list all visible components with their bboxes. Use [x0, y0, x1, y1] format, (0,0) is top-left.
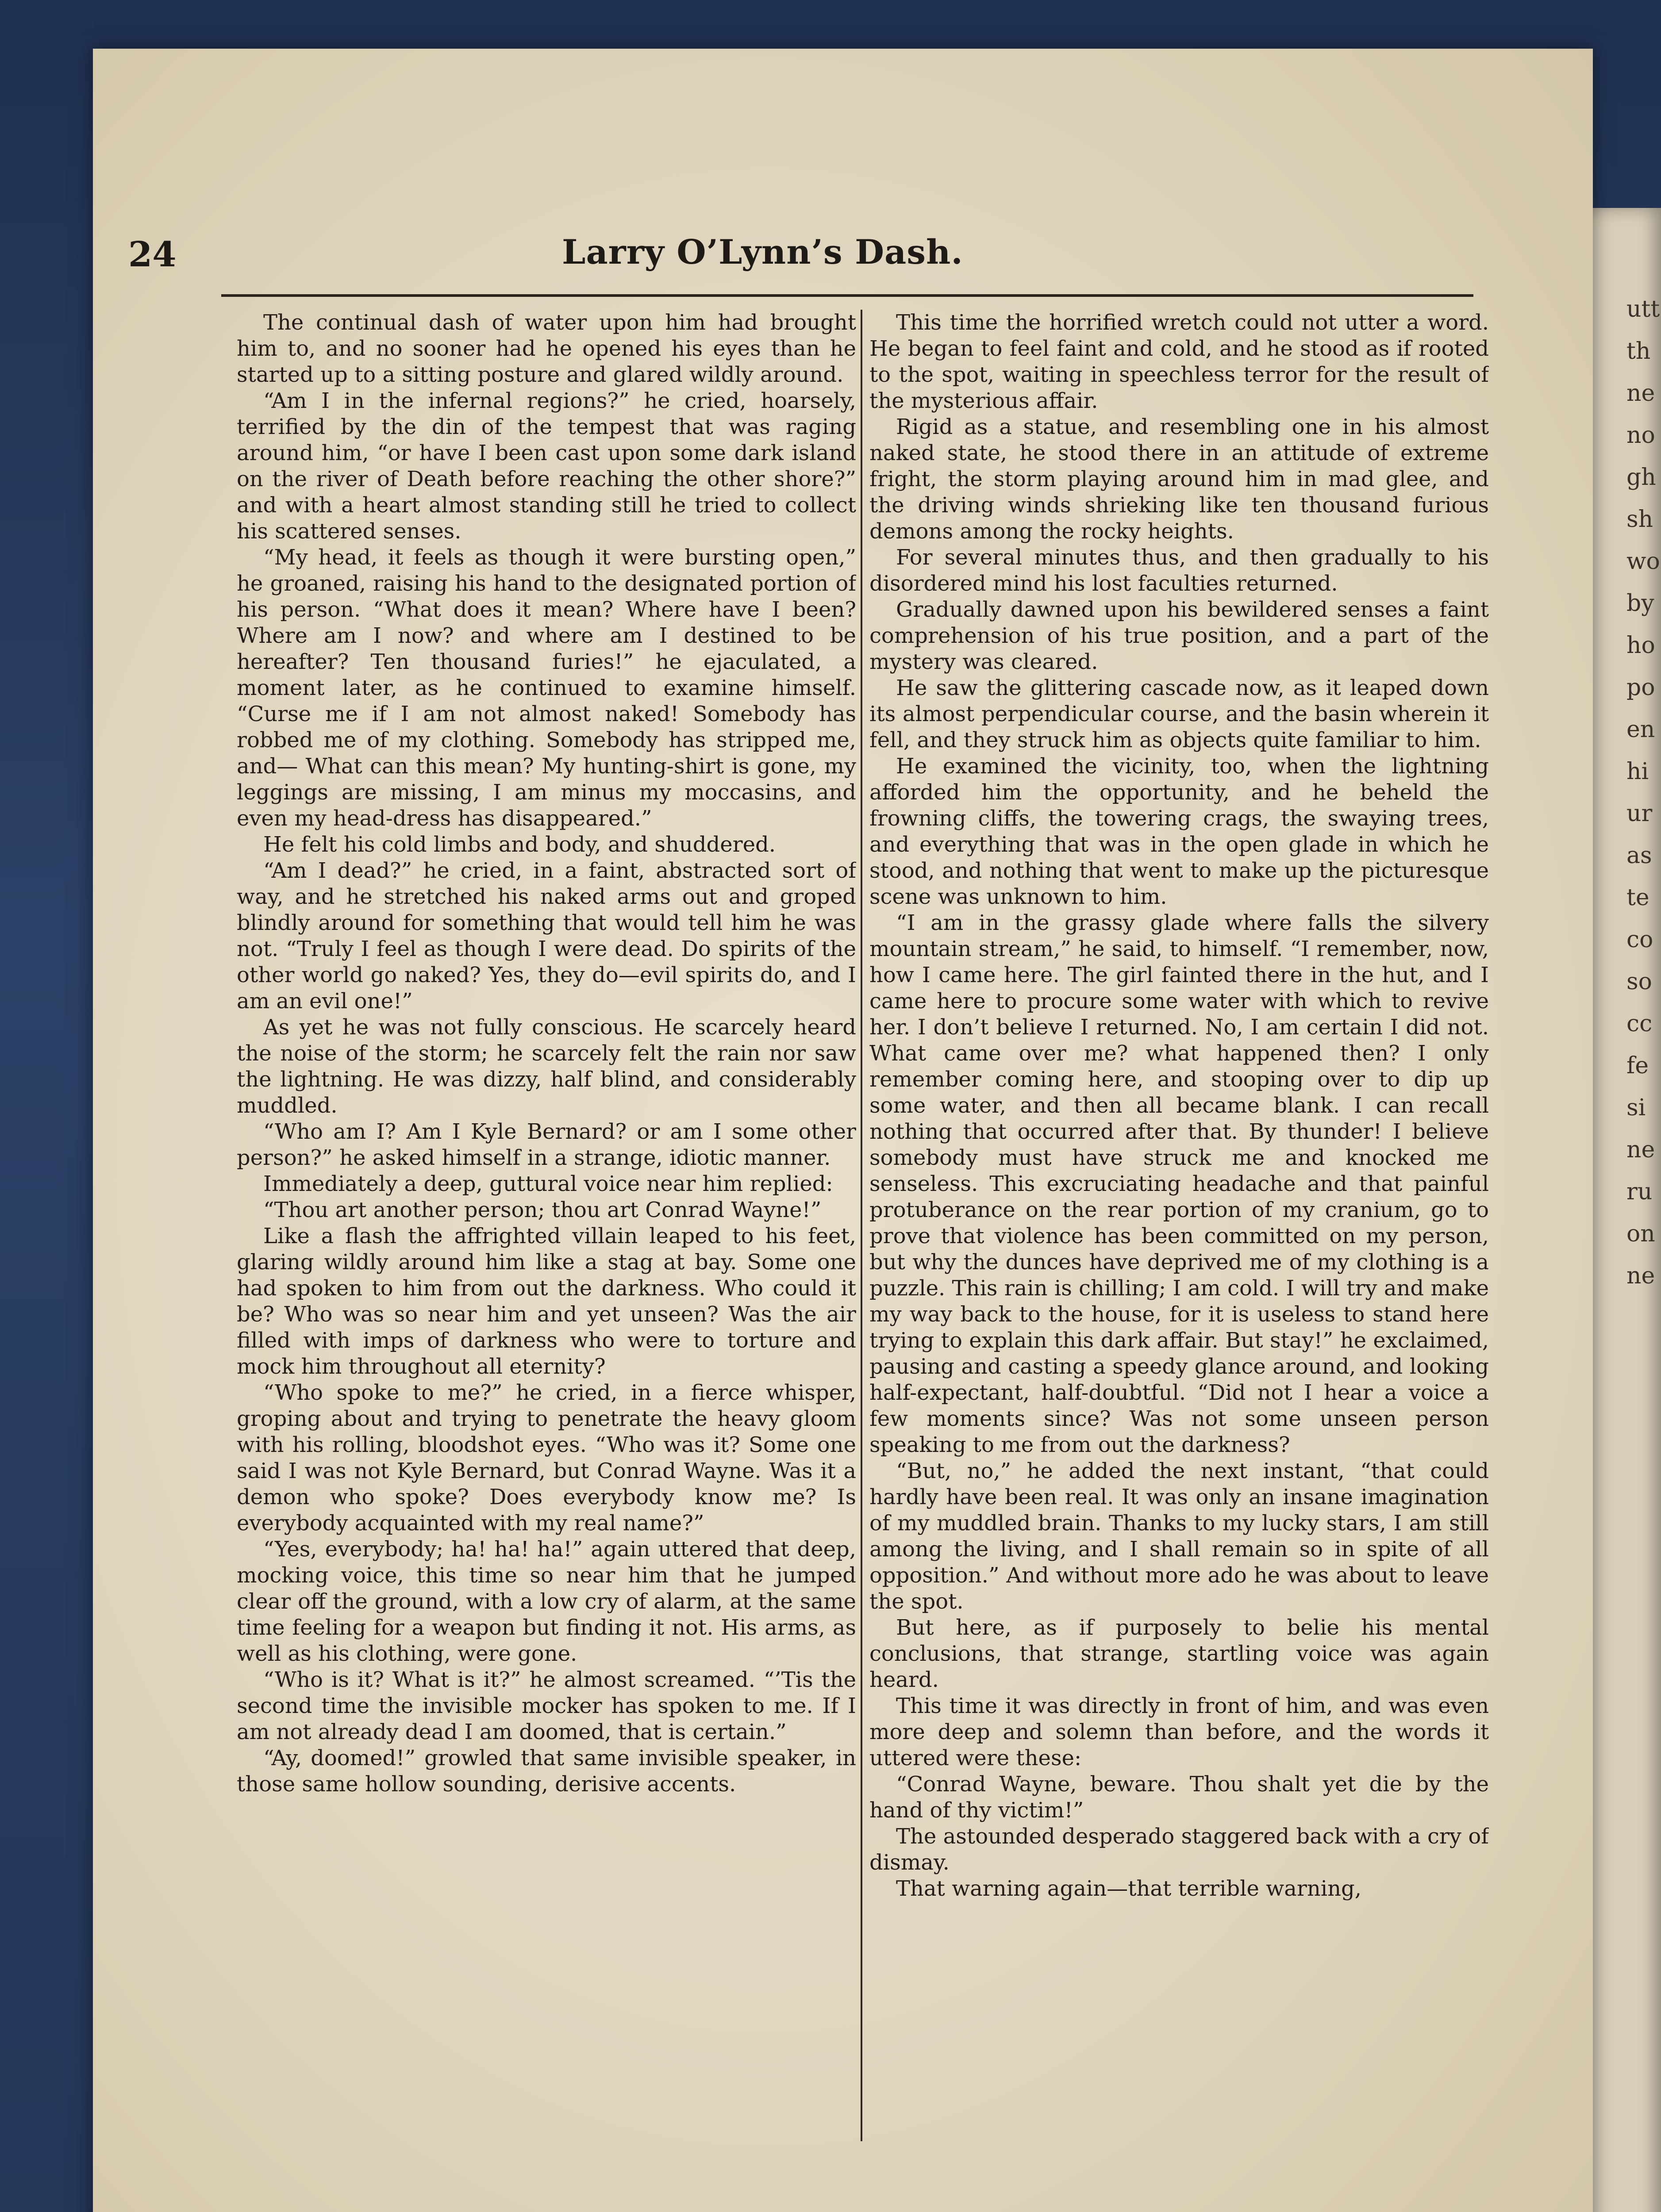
paragraph: “Who am I? Am I Kyle Bernard? or am I some other person?” he asked himself in a strange, idiotic manner.: [237, 1119, 856, 1170]
facing-page-fragment: co: [1626, 926, 1653, 953]
facing-page-fragment: wo: [1626, 548, 1660, 575]
facing-page-fragment: po: [1626, 674, 1655, 701]
paragraph: “Thou art another person; thou art Conrad Wayne!”: [263, 1198, 822, 1222]
paragraph: “Conrad Wayne, beware. Thou shalt yet die by the hand of thy victim!”: [869, 1772, 1489, 1823]
facing-page-fragment: utt: [1626, 296, 1660, 323]
facing-page-fragment: hi: [1626, 758, 1649, 785]
paragraph: Immediately a deep, guttural voice near him replied:: [263, 1171, 833, 1196]
facing-page-fragment: fe: [1626, 1052, 1649, 1079]
paragraph: “Who spoke to me?” he cried, in a fierce whisper, groping about and trying to penetrate the heavy gloom with his rolling, bloodshot eyes. “Who was it? Some one said I was not Kyle Bernard, but Conrad Wayne. Was it a demon who spoke? Does everybody know me? Is everybody acquainted with my real name?”: [237, 1380, 856, 1536]
paragraph: “Am I in the infernal regions?” he cried, hoarsely, terrified by the din of the tempest that was raging around him, “or have I been cast upon some dark island on the river of Death before reaching the other shore?” and with a heart almost standing still he tried to collect his scattered senses.: [237, 388, 856, 544]
facing-page-fragment: by: [1626, 590, 1654, 617]
paragraph: “I am in the grassy glade where falls the silvery mountain stream,” he said, to himself. “I remember, now, how I came here. The girl fainted there in the hut, and I came here to procure some water with which to revive her. I don’t believe I returned. No, I am certain I did not. What came over me? what happened then? I only remember coming here, and stooping over to dip up some water, and then all became blank. I can recall nothing that occurred after that. By thunder! I believe somebody must have struck me and knocked me senseless. This excruciating headache and that painful protuberance on the rear portion of my cranium, go to prove that violence has been committed on my person, but why the dunces have deprived me of my clothing is a puzzle. This rain is chilling; I am cold. I will try and make my way back to the house, for it is useless to stand here trying to explain this dark affair. But stay!” he exclaimed, pausing and casting a speedy glance around, and looking half-expectant, half-doubtful. “Did not I hear a voice a few moments since? Was not some unseen person speaking to me from out the darkness?: [869, 910, 1489, 1457]
facing-page-fragment: cc: [1626, 1010, 1653, 1037]
paragraph: But here, as if purposely to belie his mental conclusions, that strange, startling voice was again heard.: [869, 1615, 1489, 1692]
facing-page-fragment: ne: [1626, 1263, 1655, 1289]
facing-page-fragment: sh: [1626, 506, 1653, 533]
paragraph: “Yes, everybody; ha! ha! ha!” again uttered that deep, mocking voice, this time so near him that he jumped clear off the ground, with a low cry of alarm, at the same time feeling for a weapon but finding it not. His arms, as well as his clothing, were gone.: [237, 1537, 856, 1666]
facing-page-fragment: th: [1626, 338, 1651, 365]
paragraph: “Who is it? What is it?” he almost screamed. “’Tis the second time the invisible mocker has spoken to me. If I am not already dead I am doomed, that is certain.”: [237, 1667, 856, 1744]
paragraph: Like a flash the affrighted villain leaped to his feet, glaring wildly around him like a stag at bay. Some one had spoken to him from out the darkness. Who could it be? Who was so near him and yet unseen? Was the air filled with imps of darkness who were to torture and mock him throughout all eternity?: [237, 1224, 856, 1379]
facing-page-fragment: ne: [1626, 1137, 1655, 1163]
facing-page-fragment: ur: [1626, 800, 1653, 827]
facing-page-fragment: te: [1626, 884, 1649, 911]
facing-page-fragment: ru: [1626, 1179, 1653, 1205]
paragraph: This time it was directly in front of him, and was even more deep and solemn than before, and the words it uttered were these:: [869, 1694, 1489, 1770]
column-divider: [861, 310, 862, 2141]
paragraph: “My head, it feels as though it were bursting open,” he groaned, raising his hand to the designated portion of his person. “What does it mean? Where have I been? Where am I now? and where am I destined to be hereafter? Ten thousand furies!” he ejaculated, a moment later, as he continued to examine himself. “Curse me if I am not almost naked! Somebody has robbed me of my clothing. Somebody has stripped me, and— What can this mean? My hunting-shirt is gone, my leggings are missing, I am minus my moccasins, and even my head-dress has disappeared.”: [237, 545, 856, 831]
paragraph: “Ay, doomed!” growled that same invisible speaker, in those same hollow sounding, derisive accents.: [237, 1746, 856, 1797]
running-title: Larry O’Lynn’s Dash.: [562, 232, 963, 272]
paragraph: He felt his cold limbs and body, and shuddered.: [263, 832, 776, 857]
paragraph: “Am I dead?” he cried, in a faint, abstracted sort of way, and he stretched his naked arms out and groped blindly around for something that would tell him he was not. “Truly I feel as though I were dead. Do spirits of the other world go naked? Yes, they do—evil spirits do, and I am an evil one!”: [237, 858, 856, 1014]
paragraph: He examined the vicinity, too, when the lightning afforded him the opportunity, and he beheld the frowning cliffs, the towering crags, the swaying trees, and everything that was in the open glade in which he stood, and nothing that went to make up the picturesque scene was unknown to him.: [869, 754, 1489, 909]
paragraph: That warning again—that terrible warning,: [896, 1876, 1361, 1901]
facing-page-fragment: no: [1626, 422, 1655, 449]
paragraph: “But, no,” he added the next instant, “that could hardly have been real. It was only an insane imagination of my muddled brain. Thanks to my lucky stars, I am still among the living, and I shall remain so in spite of all opposition.” And without more ado he was about to leave the spot.: [869, 1459, 1489, 1614]
paragraph: He saw the glittering cascade now, as it leaped down its almost perpendicular course, and the basin wherein it fell, and they struck him as objects quite familiar to him.: [869, 676, 1489, 753]
page-number: 24: [128, 234, 177, 275]
header-rule: [221, 294, 1473, 297]
facing-page-fragment: on: [1626, 1221, 1655, 1247]
facing-page-fragment: as: [1626, 842, 1652, 869]
facing-page-fragment: si: [1626, 1094, 1646, 1121]
paragraph: Gradually dawned upon his bewildered senses a faint comprehension of his true position, and a part of the mystery was cleared.: [869, 597, 1489, 674]
facing-page-fragment: gh: [1626, 464, 1656, 491]
text-column-left: [237, 310, 856, 2168]
facing-page-fragment: ne: [1626, 380, 1655, 407]
paragraph: This time the horrified wretch could not utter a word. He began to feel faint and cold, and he stood as if rooted to the spot, waiting in speechless terror for the result of the mysterious affair.: [869, 310, 1489, 413]
facing-page-fragment: ho: [1626, 632, 1655, 659]
facing-page-fragment: en: [1626, 716, 1655, 743]
paragraph: The astounded desperado staggered back with a cry of dismay.: [869, 1824, 1489, 1875]
paragraph: For several minutes thus, and then gradually to his disordered mind his lost faculties returned.: [869, 545, 1489, 596]
paragraph: As yet he was not fully conscious. He scarcely heard the noise of the storm; he scarcely felt the rain nor saw the lightning. He was dizzy, half blind, and considerably muddled.: [237, 1015, 856, 1118]
paragraph: Rigid as a statue, and resembling one in his almost naked state, he stood there in an attitude of extreme fright, the storm playing around him in mad glee, and the driving winds shrieking like ten thousand furious demons among the rocky heights.: [869, 415, 1489, 544]
paragraph: The continual dash of water upon him had brought him to, and no sooner had he opened his eyes than he started up to a sitting posture and glared wildly around.: [237, 310, 856, 387]
text-column-right: [869, 310, 1489, 2168]
facing-page-fragment: so: [1626, 968, 1652, 995]
